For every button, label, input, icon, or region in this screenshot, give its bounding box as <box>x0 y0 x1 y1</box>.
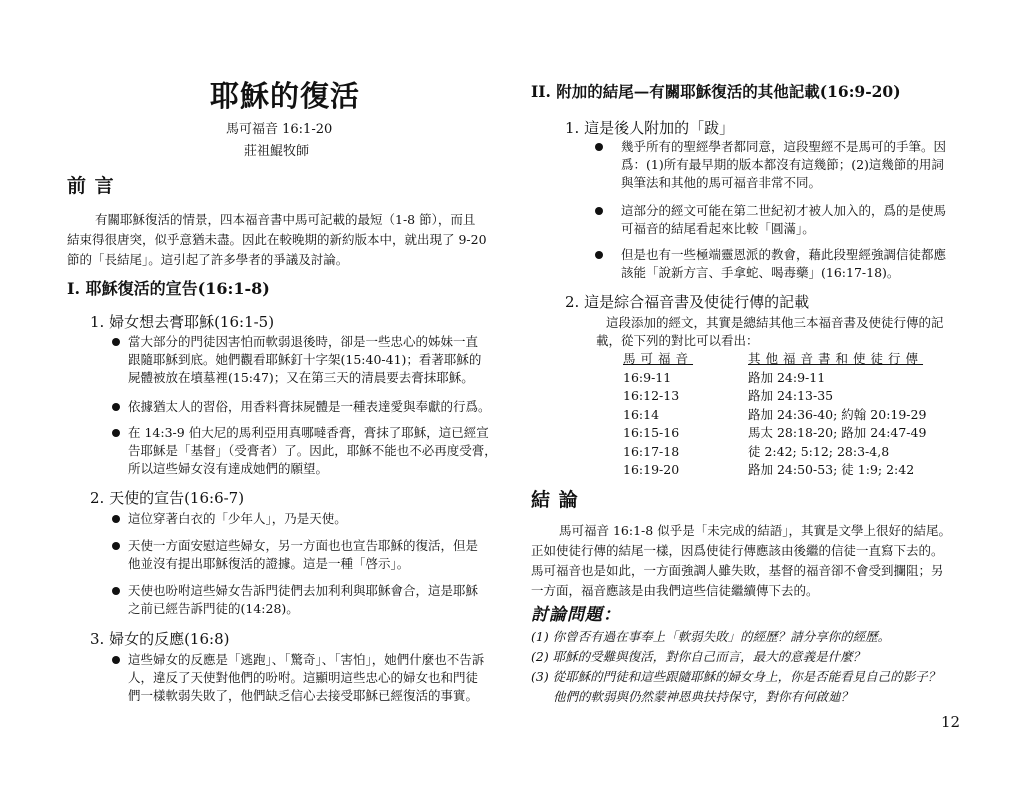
conclusion-line: 一方面，福音應該是由我們這些信徒繼續傳下去的。 <box>531 583 819 598</box>
discussion-question: (1) 你曾否有過在事奉上「軟弱失敗」的經歷？請分享你的經歷。 <box>531 629 891 644</box>
table-cell: 路加 24:13-35 <box>748 388 834 403</box>
intro-paragraph <box>67 210 487 270</box>
intro-line: 節的「長結尾」。這引起了許多學者的爭議及討論。 <box>67 252 349 267</box>
bullet-line: 當大部分的門徒因害怕而軟弱退後時，卻是一些忠心的姊妹一直 <box>128 334 479 349</box>
discussion-question: (2) 耶穌的受難與復活，對你自己而言，最大的意義是什麼？ <box>531 649 866 664</box>
section2-heading: II. 附加的結尾—有關耶穌復活的其他記載(16:9-20) <box>531 82 901 101</box>
table-cell: 16:19-20 <box>623 462 680 477</box>
table-cell: 馬太 28:18-20; 路加 24:47-49 <box>748 425 927 440</box>
bullet-dot-icon <box>112 587 120 595</box>
bullet-line: 這些婦女的反應是「逃跑」、「驚奇」、「害怕」，她們什麼也不告訴 <box>128 652 485 667</box>
bullet-line: 天使也吩咐這些婦女告訴門徒們去加利利與耶穌會合，這是耶穌 <box>128 583 479 598</box>
bullet-line: 所以這些婦女沒有達成她們的願望。 <box>128 461 329 476</box>
bullet-item <box>128 424 497 478</box>
bullet-line: 這位穿著白衣的「少年人」，乃是天使。 <box>128 511 347 526</box>
section1-sub1-heading: 1. 婦女想去膏耶穌(16:1-5) <box>90 313 275 331</box>
section2-sub1-heading: 1. 這是後人附加的「跋」 <box>565 119 735 137</box>
bullet-line: 與筆法和其他的馬可福音非常不同。 <box>621 175 822 190</box>
table-cell: 路加 24:36-40; 約翰 20:19-29 <box>748 406 927 422</box>
table-cell: 路加 24:50-53; 徒 1:9; 2:42 <box>748 462 915 477</box>
bullet-item <box>128 582 478 618</box>
table-cell: 16:15-16 <box>623 425 680 440</box>
bullet-line: 屍體被放在墳墓裡(15:47)；又在第三天的清晨要去膏抹耶穌。 <box>128 370 474 385</box>
bullet-dot-icon <box>112 338 120 346</box>
section1-sub3-heading: 3. 婦女的反應(16:8) <box>90 630 230 648</box>
table-header: 馬可福音 <box>623 351 694 366</box>
conclusion-heading: 結 論 <box>531 489 579 511</box>
bullet-line: 他並沒有提出耶穌復活的證據。這是一種「啓示」。 <box>128 556 410 571</box>
intro-heading: 前 言 <box>67 175 115 197</box>
table-row <box>623 424 963 443</box>
bullet-line: 之前已經告訴門徒的(14:28)。 <box>128 601 299 616</box>
conclusion-line: 馬可福音 16:1-8 似乎是「未完成的結語」，其實是文學上很好的結尾。 <box>559 523 951 538</box>
bullet-line: 在 14:3-9 伯大尼的馬利亞用真哪噠香膏，膏抹了耶穌，這已經宣 <box>128 425 489 440</box>
table-cell: 16:14 <box>623 406 660 422</box>
bullet-line: 天使一方面安慰這些婦女，另一方面也也宣告耶穌的復活，但是 <box>128 538 479 553</box>
bullet-line: 但是也有一些極端靈恩派的教會，藉此段聖經強調信徒都應 <box>621 247 947 262</box>
bullet-dot-icon <box>595 207 603 215</box>
scripture-reference: 馬可福音 16:1-20 <box>226 122 333 137</box>
bullet-item <box>128 398 491 416</box>
intro-line: 有關耶穌復活的情景，四本福音書中馬可記載的最短（1-8 節），而且 <box>95 212 476 227</box>
bullet-item <box>128 510 347 528</box>
bullet-dot-icon <box>112 515 120 523</box>
sub2-intro-line: 這段添加的經文，其實是總結其他三本福音書及使徒行傳的記 <box>606 315 944 330</box>
page-title: 耶穌的復活 <box>210 79 361 113</box>
bullet-line: 跟隨耶穌到底。她們觀看耶穌釘十字架(15:40-41)；看著耶穌的 <box>128 352 482 367</box>
discussion-question: (3) 從耶穌的門徒和這些跟隨耶穌的婦女身上，你是否能看見自己的影子？ <box>531 669 941 684</box>
bullet-line: 該能「說新方言、手拿蛇、喝毒藥」(16:17-18)。 <box>621 265 900 280</box>
bullet-dot-icon <box>112 542 120 550</box>
table-cell: 16:17-18 <box>623 443 680 459</box>
discussion-questions <box>531 627 940 707</box>
table-row <box>623 443 963 462</box>
table-cell: 16:9-11 <box>623 369 672 385</box>
bullet-dot-icon <box>595 251 603 259</box>
table-row <box>623 461 963 480</box>
bullet-line: 爲：(1)所有最早期的版本都沒有這幾節；(2)這幾節的用詞 <box>621 157 944 172</box>
bullet-line: 可福音的結尾看起來比較「圓滿」。 <box>621 221 815 236</box>
table-header: 其他福音書和使徒行傳 <box>748 351 924 366</box>
bullet-dot-icon <box>112 429 120 437</box>
bullet-item <box>621 138 946 192</box>
bullet-dot-icon <box>112 403 120 411</box>
bullet-dot-icon <box>595 143 603 151</box>
bullet-item <box>621 246 946 282</box>
bullet-item <box>128 537 478 573</box>
section2-sub2-heading: 2. 這是綜合福音書及使徒行傳的記載 <box>565 293 810 311</box>
table-header-row <box>623 350 963 369</box>
comparison-table <box>623 350 963 480</box>
table-cell: 16:12-13 <box>623 388 680 403</box>
bullet-item <box>621 202 946 238</box>
bullet-item <box>128 333 481 387</box>
bullet-line: 依據猶太人的習俗，用香料膏抹屍體是一種表達愛與奉獻的行爲。 <box>128 399 491 414</box>
bullet-dot-icon <box>112 656 120 664</box>
conclusion-line: 馬可福音也是如此，一方面強調人雖失敗，基督的福音卻不會受到攔阻；另 <box>531 563 944 578</box>
section1-sub2-heading: 2. 天使的宣告(16:6-7) <box>90 489 245 507</box>
conclusion-paragraph <box>531 521 951 601</box>
sub2-intro-line: 載，從下列的對比可以看出： <box>596 333 759 348</box>
section1-heading: I. 耶穌復活的宣告(16:1-8) <box>67 279 270 298</box>
sub2-intro <box>596 314 944 350</box>
bullet-item <box>128 651 484 705</box>
bullet-line: 幾乎所有的聖經學者都同意，這段聖經不是馬可的手筆。因 <box>621 139 947 154</box>
author: 莊祖鯤牧師 <box>244 144 310 159</box>
discussion-heading: 討論問題： <box>531 605 621 625</box>
table-cell: 路加 24:9-11 <box>748 369 826 385</box>
page-number: 12 <box>941 713 961 731</box>
bullet-line: 人，違反了天使對他們的吩咐。這顯明這些忠心的婦女也和門徒 <box>128 670 479 685</box>
conclusion-line: 正如使徒行傳的結尾一樣，因爲使徒行傳應該由後繼的信徒一直寫下去的。 <box>531 543 944 558</box>
bullet-line: 告耶穌是「基督」（受膏者）了。因此，耶穌不能也不必再度受膏， <box>128 443 497 458</box>
table-row <box>623 406 963 425</box>
discussion-question: 他們的軟弱與仍然蒙神恩典扶持保守，對你有何啟廸？ <box>553 689 854 704</box>
bullet-line: 們一樣軟弱失敗了，他們缺乏信心去接受耶穌已經復活的事實。 <box>128 688 479 703</box>
table-row <box>623 387 963 406</box>
bullet-line: 這部分的經文可能在第二世紀初才被人加入的，爲的是使馬 <box>621 203 947 218</box>
table-row <box>623 369 963 388</box>
intro-line: 結束得很唐突，似乎意猶未盡。因此在較晚期的新約版本中，就出現了 9-20 <box>67 232 487 247</box>
table-cell: 徒 2:42; 5:12; 28:3-4,8 <box>748 443 890 459</box>
